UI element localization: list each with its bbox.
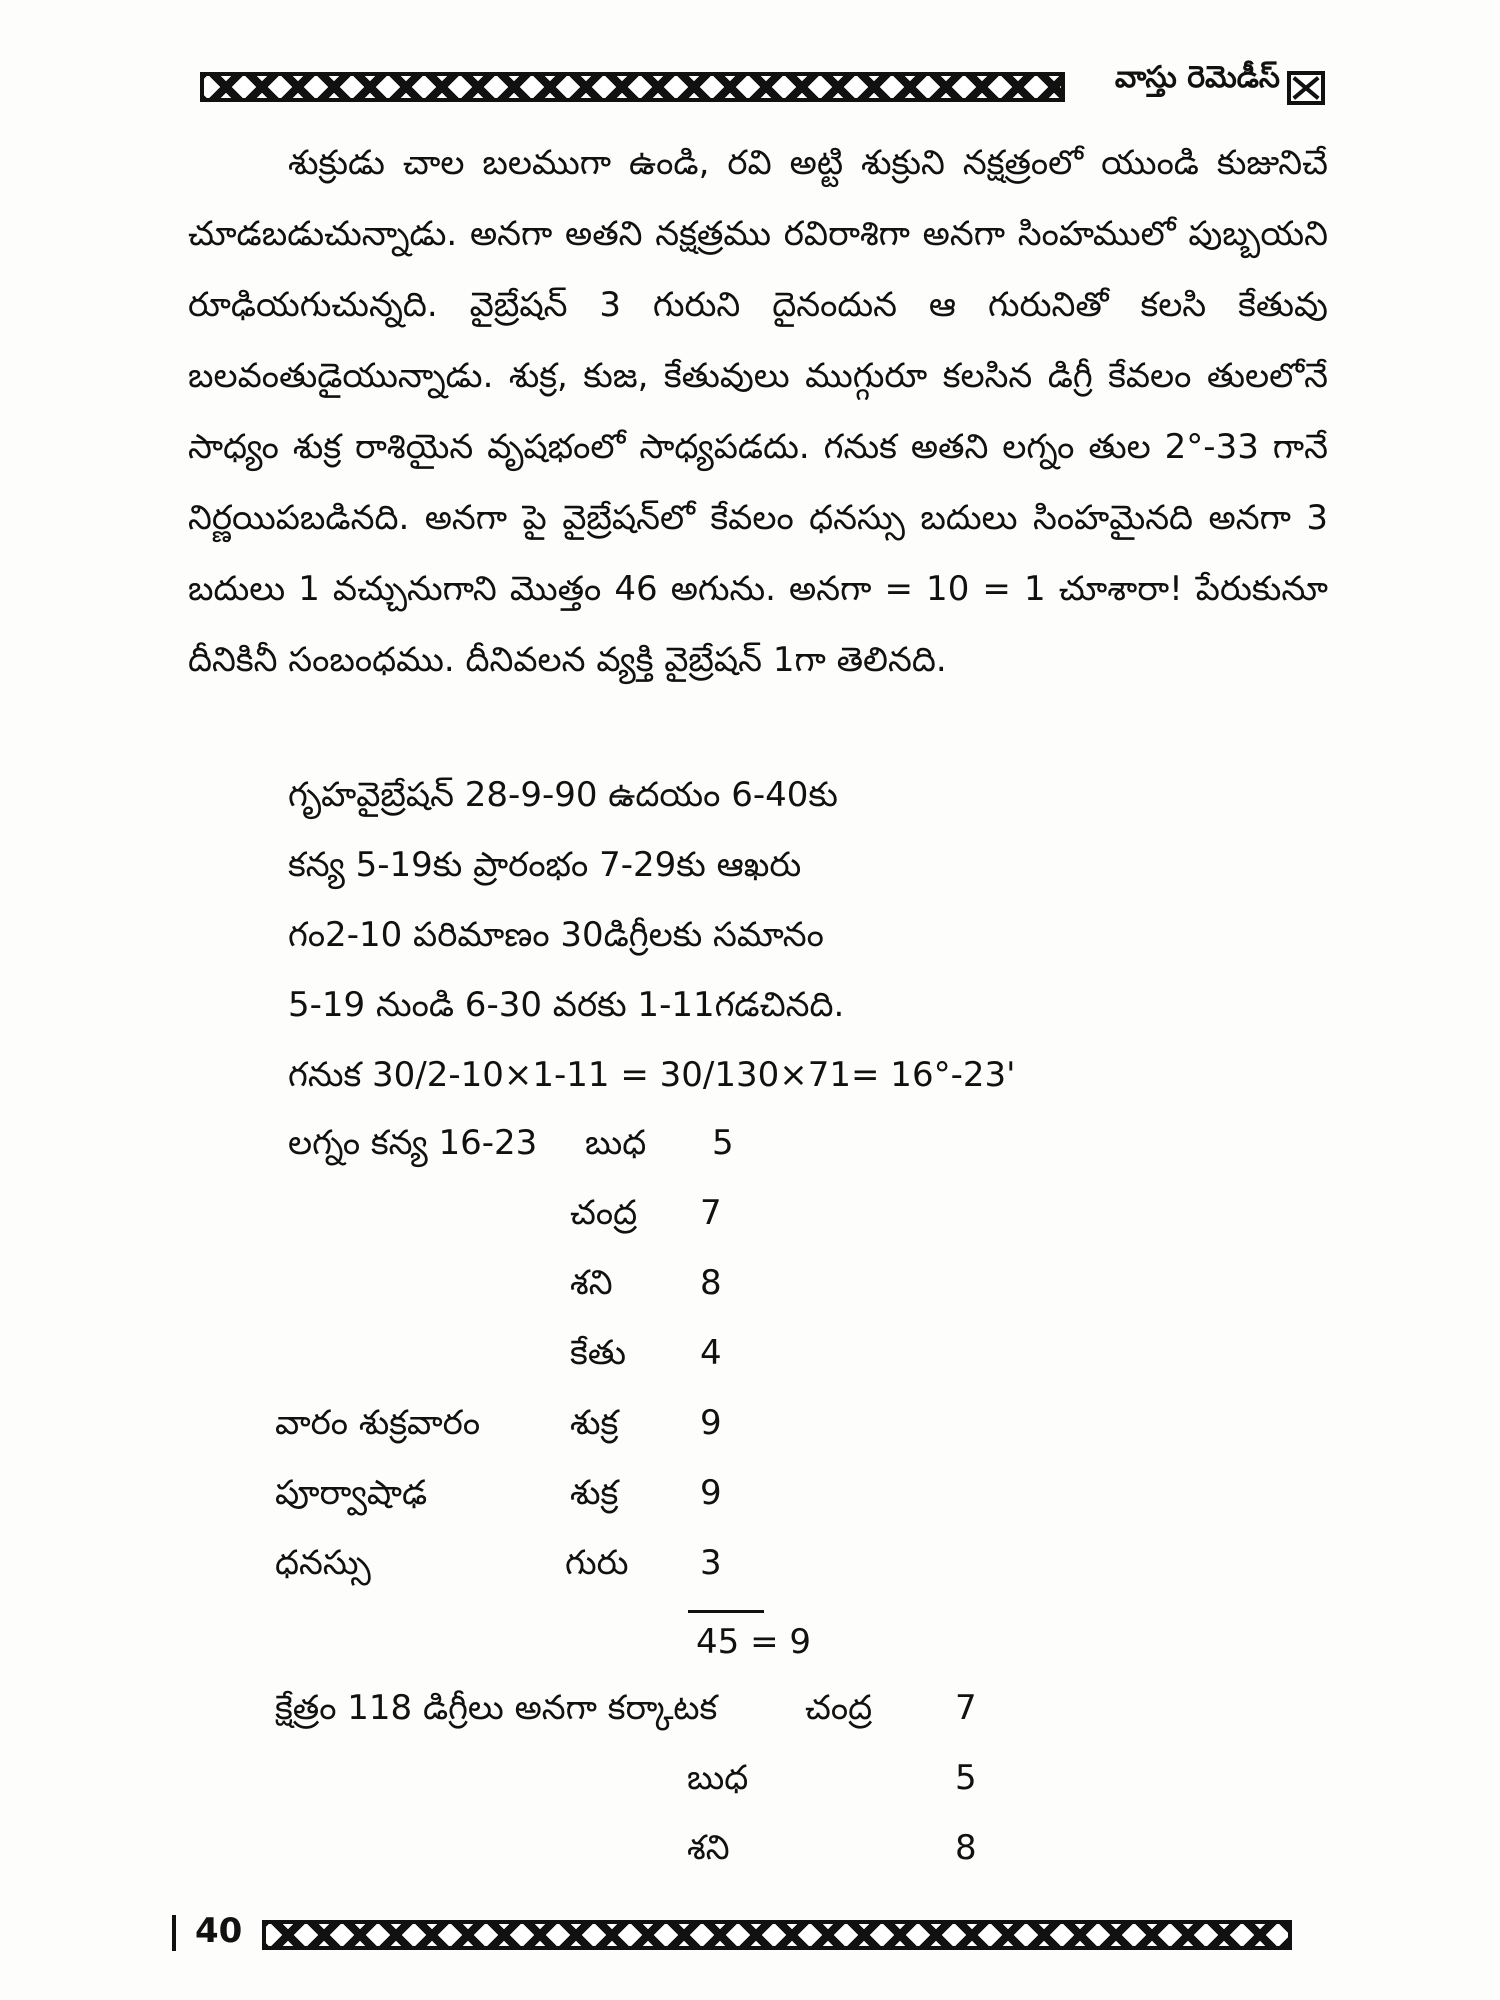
row-value: 5 [955,1758,977,1798]
row-value: 5 [712,1123,734,1163]
row-value: 8 [700,1263,722,1303]
row-label: పూర్వాషాఢ [275,1473,428,1513]
row-value: 9 [700,1473,722,1513]
row-planet: శని [687,1828,730,1868]
bottom-ornamental-border [262,1920,1292,1950]
row-label: క్షేత్రం 118 డిగ్రీలు అనగా కర్కాటక [275,1688,718,1728]
top-ornamental-border [200,72,1065,102]
body-text [188,128,1328,696]
row-value: 8 [955,1828,977,1868]
row-planet: చంద్ర [570,1193,638,1233]
row-value: 4 [700,1333,722,1373]
calculation-lines [288,760,1015,1110]
calc-line: 5-19 నుండి 6-30 వరకు 1-11గడచినది. [288,985,845,1025]
row-label: లగ్నం కన్య 16-23 [288,1123,538,1163]
calc-line: కన్య 5-19కు ప్రారంభం 7-29కు ఆఖరు [288,845,802,885]
row-planet: శుక్ర [570,1473,619,1513]
row-value: 9 [700,1403,722,1443]
page-number: 40 [195,1911,243,1951]
row-value: 3 [700,1543,722,1583]
running-header-title: వాస్తు రెమెడీస్ [1114,60,1280,95]
total-result: = 9 [750,1622,812,1662]
row-planet: బుధ [687,1758,749,1798]
calc-line: గృహవైబ్రేషన్ 28-9-90 ఉదయం 6-40కు [288,775,838,815]
row-value: 7 [955,1688,977,1728]
folio-bar [172,1915,176,1951]
row-planet: కేతు [570,1333,626,1373]
row-planet: గురు [565,1543,629,1583]
body-paragraph: శుక్రుడు చాల బలముగా ఉండి, రవి అట్టి శుక్రుని నక్షత్రంలో యుండి కుజునిచే చూడబడుచున్నాడు. అనగా అతని నక్షత్రము రవిరాశిగా అనగా సింహములో పుబ్బయని రూఢియగుచున్నది. వైబ్రేషన్ 3 గురుని దైనందున ఆ గురునితో కలసి కేతువు బలవంతుడైయున్నాడు. శుక్ర, కుజ, కేతువులు ముగ్గురూ కలసిన డిగ్రీ కేవలం తులలోనే సాధ్యం శుక్ర రాశియైన వృషభంలో సాధ్యపడదు. గనుక అతని లగ్నం తుల 2°-33 గానే నిర్ణయిపబడినది. అనగా పై వైబ్రేషన్‌లో కేవలం ధనస్సు బదులు సింహమైనది అనగా 3 బదులు 1 వచ్చునుగాని మొత్తం 46 అగును. అనగా = 10 = 1 చూశారా! పేరుకునూ దీనికినీ సంబంధము. దీనివలన వ్యక్తి వైబ్రేషన్ 1గా తెలినది. [188,143,1328,680]
row-value: 7 [700,1193,722,1233]
calc-line: గనుక 30/2-10×1-11 = 30/130×71= 16°-23' [288,1055,1016,1095]
row-planet: చంద్ర [805,1688,873,1728]
row-planet: శని [570,1263,613,1303]
total-sum-value: 45 [696,1622,740,1662]
corner-cross-icon [1287,71,1325,105]
total-sum [696,1612,811,1672]
row-label: ధనస్సు [275,1543,371,1583]
row-planet: బుధ [585,1123,647,1163]
row-label: వారం శుక్రవారం [275,1403,481,1443]
calc-line: గం2-10 పరిమాణం 30డిగ్రీలకు సమానం [288,915,824,955]
row-planet: శుక్ర [570,1403,619,1443]
